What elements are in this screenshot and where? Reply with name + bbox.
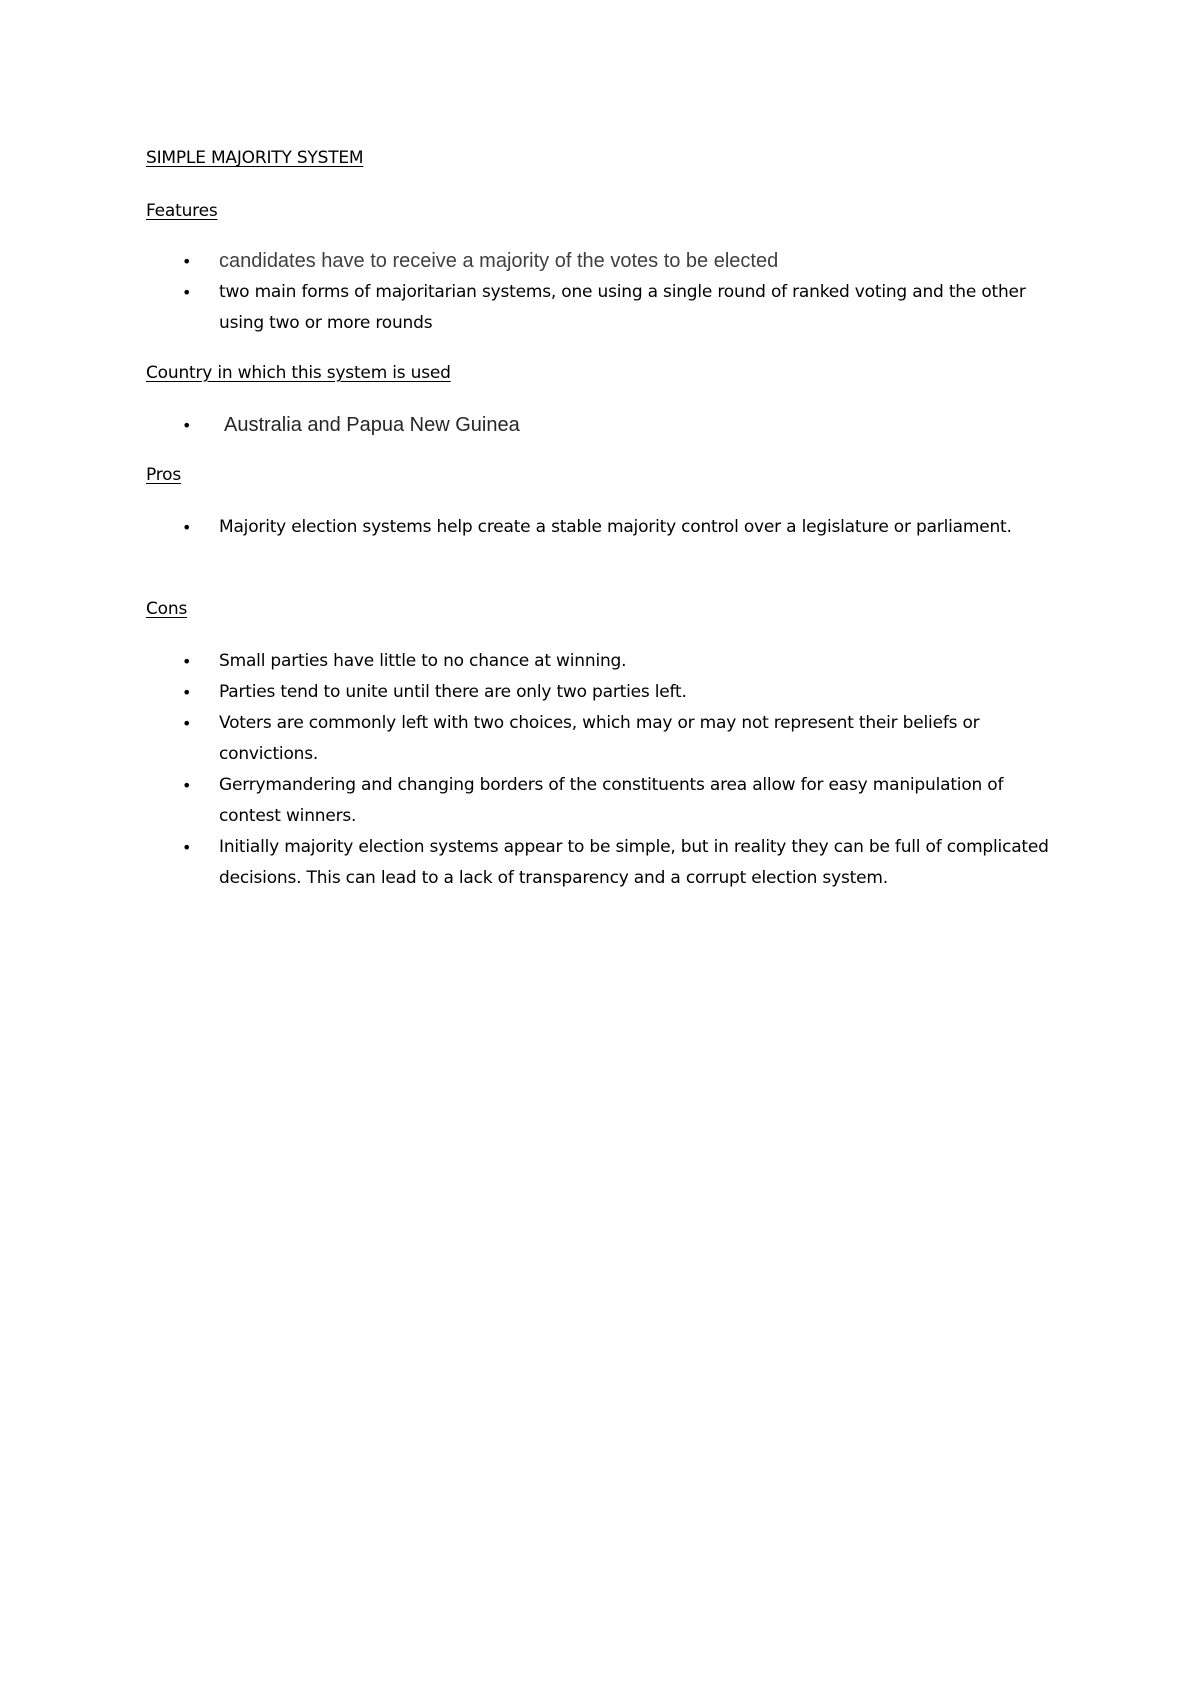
list-item-text: Majority election systems help create a stable majority control over a legislature or parliament. [219,517,1012,537]
list-item-text: Voters are commonly left with two choices, which may or may not represent their beliefs or convictions. [219,713,980,764]
bullet-icon: • [182,416,192,435]
list-item [146,708,1066,770]
document-title: SIMPLE MAJORITY SYSTEM [146,148,364,168]
list-item-text: Gerrymandering and changing borders of the constituents area allow for easy manipulation of contest winners. [219,775,1004,826]
list-item-text: Australia and Papua New Guinea [224,414,520,436]
bullet-icon: • [182,652,192,671]
bullet-icon: • [182,518,192,537]
bullet-icon: • [182,283,192,302]
list-item-text: two main forms of majoritarian systems, one using a single round of ranked voting and the other using two or more rounds [219,282,1026,333]
bullet-icon: • [182,714,192,733]
features-list [146,246,1066,339]
list-item [146,246,1066,277]
bullet-icon: • [182,252,192,271]
list-item-text: Parties tend to unite until there are only two parties left. [219,682,687,702]
bullet-icon: • [182,683,192,702]
list-item [146,277,1066,339]
list-item-text: Small parties have little to no chance at winning. [219,651,627,671]
pros-list [146,512,1066,543]
list-item-text: Initially majority election systems appear to be simple, but in reality they can be full of complicated decisions. This can lead to a lack of transparency and a corrupt election system. [219,837,1049,888]
features-heading: Features [146,201,218,221]
cons-heading: Cons [146,599,188,619]
bullet-icon: • [182,776,192,795]
list-item [146,646,1066,677]
country-list [146,410,1066,441]
list-item [146,770,1066,832]
list-item [146,512,1066,543]
bullet-icon: • [182,838,192,857]
pros-heading: Pros [146,465,182,485]
country-heading: Country in which this system is used [146,363,451,383]
list-item [146,832,1066,894]
list-item-text: candidates have to receive a majority of the votes to be elected [219,250,779,272]
list-item [146,410,1066,441]
list-item [146,677,1066,708]
cons-list [146,646,1066,894]
